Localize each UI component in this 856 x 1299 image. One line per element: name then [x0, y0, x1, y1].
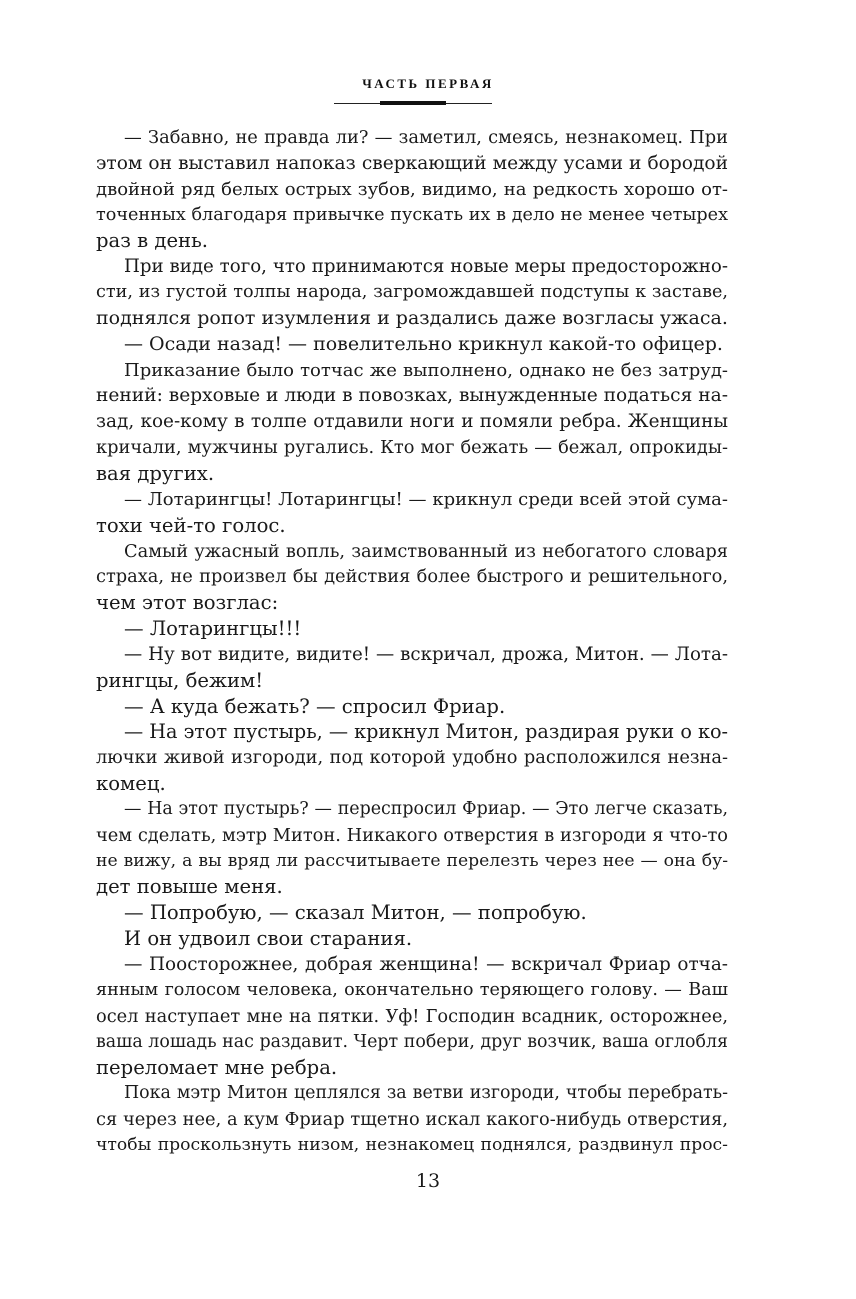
text-line: раз в день. [96, 229, 209, 253]
text-line: ся через нее, а кум Фриар тщетно искал какого-нибудь отверстия, [96, 1109, 728, 1131]
page-number: 13 [415, 1170, 441, 1192]
text-line: чем сделать, мэтр Митон. Никакого отверстия в изгороди я что-то [96, 824, 728, 846]
text-line: кричали, мужчины ругались. Кто мог бежать — бежал, опрокиды- [96, 437, 728, 459]
text-line: — На этот пустырь? — переспросил Фриар. — Это легче сказать, [124, 798, 728, 819]
text-line: При виде того, что принимаются новые меры предосторожно- [124, 256, 728, 278]
text-line: рингцы, бежим! [96, 668, 264, 692]
text-line: дет повыше меня. [96, 875, 283, 899]
text-line: ваша лошадь нас раздавит. Черт побери, друг возчик, ваша оглобля [96, 1031, 728, 1052]
text-line: чтобы проскользнуть низом, незнакомец поднялся, раздвинул прос- [96, 1134, 728, 1155]
text-line: — Забавно, не правда ли? — заметил, смеясь, незнакомец. При [124, 127, 728, 148]
text-line: двойной ряд белых острых зубов, видимо, на редкость хорошо от- [96, 178, 728, 200]
text-line: чем этот возглас: [96, 591, 279, 615]
text-line: — А куда бежать? — спросил Фриар. [124, 694, 506, 718]
text-line: точенных благодаря привычке пускать их в дело не менее четырех [96, 204, 728, 225]
text-line: — Попробую, — сказал Митон, — попробую. [124, 901, 587, 925]
text-line: — Ну вот видите, видите! — вскричал, дрожа, Митон. — Лота- [124, 643, 728, 665]
text-line: — Осади назад! — повелительно крикнул какой-то офицер. [124, 332, 723, 355]
text-line: лючки живой изгороди, под которой удобно расположился незна- [96, 747, 728, 769]
text-line: — На этот пустырь, — крикнул Митон, раздирая руки о ко- [124, 720, 728, 744]
text-line: переломает мне ребра. [96, 1056, 338, 1080]
text-line: Приказание было тотчас же выполнено, однако не без затруд- [124, 359, 728, 381]
text-line: сти, из густой толпы народа, загромождавшей подступы к заставе, [96, 282, 728, 303]
text-line: осел наступает мне на пятки. Уф! Господин всадник, осторожнее, [96, 1005, 728, 1027]
running-head: ЧАСТЬ ПЕРВАЯ [362, 76, 494, 91]
header-rule-bar [380, 101, 446, 105]
text-line: — Лотарингцы!!! [124, 617, 302, 641]
body-text [96, 125, 728, 1159]
text-line: — Лотарингцы! Лотарингцы! — крикнул среди всей этой сума- [124, 488, 728, 510]
text-line: И он удвоил свои старания. [124, 927, 413, 951]
text-line: нений: верховые и люди в повозках, вынужденные податься на- [96, 385, 728, 407]
text-line: поднялся ропот изумления и раздались даже возгласы ужаса. [96, 306, 728, 329]
text-line: Пока мэтр Митон цеплялся за ветви изгороди, чтобы перебрать- [124, 1083, 728, 1104]
text-line: этом он выставил напоказ сверкающий между усами и бородой [96, 152, 728, 174]
text-line: тохи чей-то голос. [96, 513, 286, 537]
text-line: комец. [96, 772, 166, 796]
text-line: не вижу, а вы вряд ли рассчитываете перелезть через нее — она бу- [96, 850, 728, 871]
text-line: Самый ужасный вопль, заимствованный из небогатого словаря [124, 540, 728, 562]
text-line: страха, не произвел бы действия более быстрого и решительного, [96, 566, 728, 588]
text-line: вая других. [96, 461, 215, 485]
text-line: зад, кое-кому в толпе отдавили ноги и помяли ребра. Женщины [96, 411, 728, 433]
text-line: — Поосторожнее, добрая женщина! — вскричал Фриар отча- [124, 954, 728, 975]
text-line: янным голосом человека, окончательно теряющего голову. — Ваш [96, 979, 728, 1000]
